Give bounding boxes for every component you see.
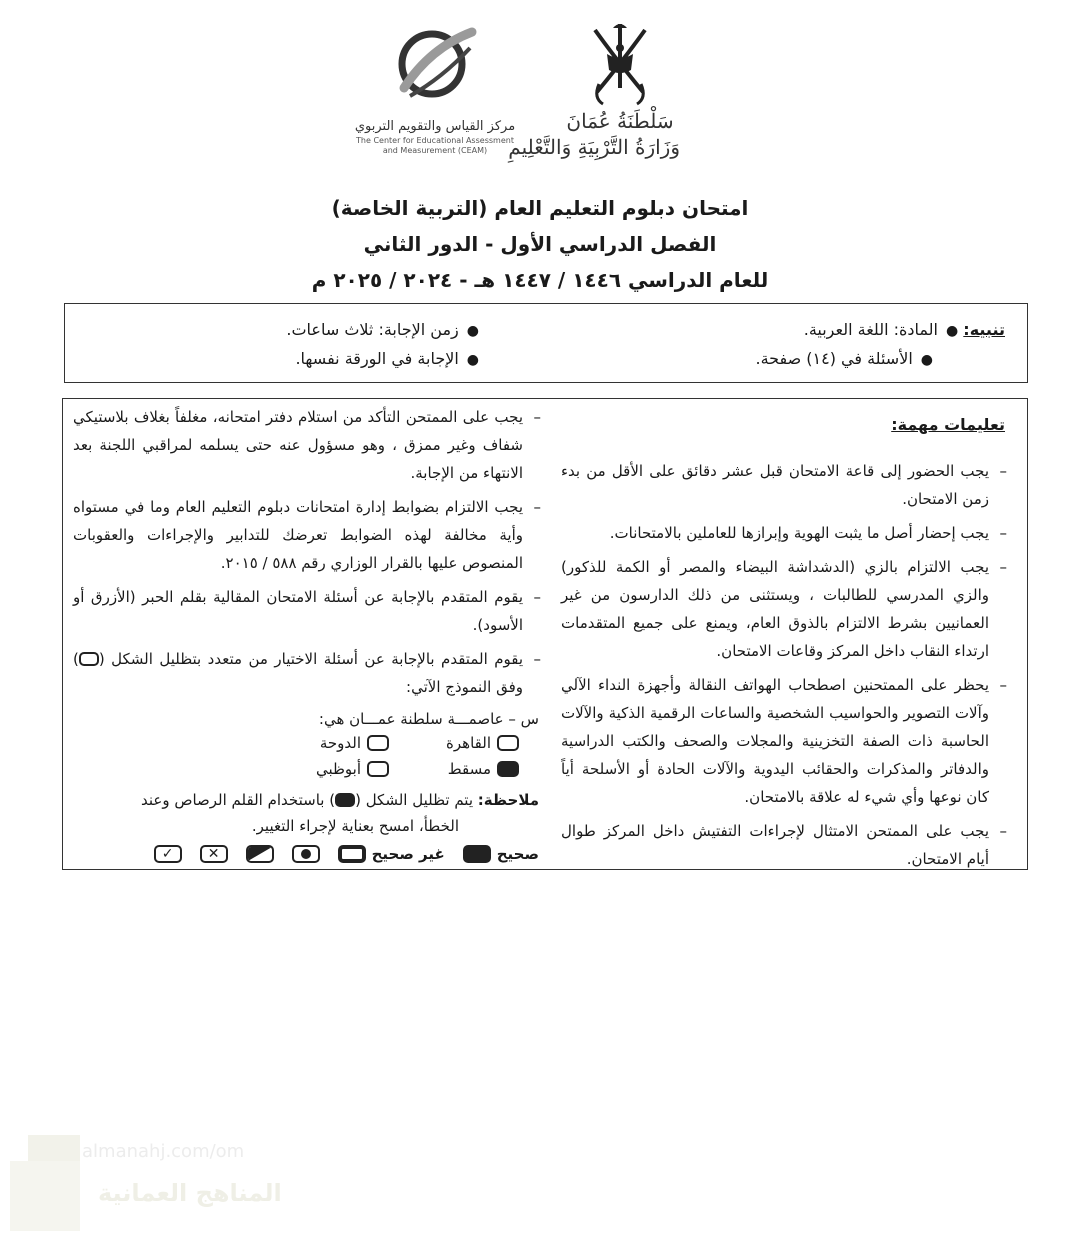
ministry-logo <box>508 18 680 178</box>
note-line2: الخطأ، امسح بعناية لإجراء التغيير. <box>251 817 459 835</box>
option-label: أبوظبي <box>315 760 361 778</box>
instructions-heading: تعليمات مهمة: <box>891 415 1005 434</box>
ceam-english-line2: and Measurement (CEAM) <box>382 146 488 155</box>
notice-label: تنبيه: <box>963 320 1005 339</box>
notice-time-row <box>286 316 479 345</box>
filled-bubble-icon <box>335 793 355 807</box>
instruction-item: – يحظر على الممتحنين اصطحاب الهواتف النقالة وأجهزة النداء الآلي وآلات التصوير والحواسيب الشخصية والساعات الرقمية الذكية والآلات الحاسبة ذات الصفة التخزينية والمجلات والصحف والكتب الدراسية والدفاتر والمذكرات والحقائب اليدوية والآلات الحادة أو الأسلحة أياً كان نوعها وأي شيء له علاقة بالامتحان. <box>561 671 1009 811</box>
notice-right-column <box>756 316 1005 374</box>
bullet-icon: ● <box>920 352 933 368</box>
thick-border-bubble-icon <box>338 845 366 863</box>
notice-answer-row <box>286 345 479 374</box>
notice-left-column <box>286 316 479 374</box>
notice-pages-row <box>756 345 1005 374</box>
ceam-globe-icon <box>390 18 480 108</box>
ministry-name-line1: سَلْطَنَةُ عُمَانَ <box>566 109 674 133</box>
note <box>73 787 543 813</box>
oman-emblem-icon <box>585 18 655 108</box>
instruction-item: – يجب إحضار أصل ما يثبت الهوية وإبرازها للعاملين بالامتحانات. <box>561 519 1009 547</box>
instruction-item: – يجب على الممتحن التأكد من استلام دفتر امتحانه، مغلفاً بغلاف بلاستيكي شفاف وغير ممزق ، وهو مسؤول عنه حتى يسلمه لمراقبي اللجنة بعد الانتهاء من الإجابة. <box>73 403 543 487</box>
example-question <box>73 707 543 731</box>
shading-legend <box>73 845 543 863</box>
watermark-arabic: المناهج العمانية <box>98 1179 282 1207</box>
notice-pages: الأسئلة في (١٤) صفحة. <box>755 349 913 368</box>
instruction-item: – يجب الالتزام بالزي (الدشداشة البيضاء والمصر أو الكمة للذكور) والزي المدرسي للطالبات ، ويستثنى من ذلك الدارسون من غير العمانيين بشرط الالتزام بالذوق العام، ويمنع على جميع المتقدمات ارتداء النقاب داخل المركز وقاعات الامتحان. <box>561 553 1009 665</box>
bullet-icon: ● <box>466 352 479 368</box>
instruction-item: – يجب الالتزام بضوابط إدارة امتحانات دبلوم التعليم العام وما في مستواه وأية مخالفة لهذه الضوابط تعرضك للتدابير والإجراءات والعقوبات المنصوص عليها بالقرار الوزاري رقم ٥٨٨ / ٢٠١٥. <box>73 493 543 577</box>
empty-bubble-icon <box>367 735 389 751</box>
option-label: مسقط <box>447 760 491 778</box>
filled-bubble-icon <box>463 845 491 863</box>
legend-correct-label: صحيح <box>496 845 539 863</box>
notice-box <box>64 303 1028 383</box>
instruction-item: – يجب على الممتحن الامتثال لإجراءات التفتيش داخل المركز طوال أيام الامتحان. <box>561 817 1009 873</box>
example-question-prefix: س – <box>508 710 539 728</box>
example-question-text: عاصمـــة سلطنة عمـــان هي: <box>318 710 504 728</box>
watermark-url: almanahj.com/om <box>82 1141 245 1162</box>
notice-time: زمن الإجابة: ثلاث ساعات. <box>286 320 459 339</box>
mcq-instruction-part2: ) وفق النموذج الآتي: <box>73 650 523 696</box>
empty-bubble-icon <box>367 761 389 777</box>
filled-bubble-icon <box>497 761 519 777</box>
ceam-logo <box>345 18 525 178</box>
example-option <box>389 731 519 755</box>
legend-incorrect-label: غير صحيح <box>371 845 445 863</box>
notice-answer-location: الإجابة في الورقة نفسها. <box>295 349 459 368</box>
example-options <box>73 731 543 781</box>
option-label: الدوحة <box>319 734 361 752</box>
notice-subject: المادة: اللغة العربية. <box>803 320 938 339</box>
watermark <box>10 1135 282 1225</box>
instructions-left-column <box>73 403 543 863</box>
mcq-instruction-part1: يقوم المتقدم بالإجابة عن أسئلة الاختيار من متعدد بتظليل الشكل ( <box>98 650 523 668</box>
instructions-right-column <box>561 411 1009 879</box>
instruction-item: – يجب الحضور إلى قاعة الامتحان قبل عشر دقائق على الأقل من بدء زمن الامتحان. <box>561 457 1009 513</box>
bullet-icon: ● <box>466 323 479 339</box>
empty-bubble-icon <box>79 652 99 666</box>
empty-bubble-icon <box>497 735 519 751</box>
note-label: ملاحظة: <box>477 791 539 809</box>
example-option <box>259 757 389 781</box>
instruction-item-mcq <box>73 645 543 701</box>
watermark-logo-icon <box>10 1161 80 1231</box>
option-label: القاهرة <box>446 734 491 752</box>
ceam-english-line1: The Center for Educational Assessment <box>356 136 514 145</box>
x-mark-bubble-icon <box>200 845 228 863</box>
half-filled-bubble-icon <box>246 845 274 863</box>
exam-titles <box>0 190 1080 298</box>
example-option <box>259 731 389 755</box>
exam-title: امتحان دبلوم التعليم العام (التربية الخاصة) <box>331 196 749 220</box>
bullet-icon: ● <box>945 323 959 339</box>
note-text-part1: يتم تظليل الشكل ( <box>355 791 474 809</box>
example-option-correct <box>389 757 519 781</box>
instructions-box <box>62 398 1028 870</box>
exam-year: للعام الدراسي ١٤٤٦ / ١٤٤٧ هـ - ٢٠٢٤ / ٢٠٢٥ م <box>311 268 769 292</box>
ministry-name-line2: وَزَارَةُ التَّرْبِيَةِ وَالتَّعْلِيمِ <box>508 135 680 159</box>
exam-term: الفصل الدراسي الأول - الدور الثاني <box>363 232 717 256</box>
dot-bubble-icon <box>292 845 320 863</box>
notice-subject-row <box>756 316 1005 345</box>
ceam-arabic-name: مركز القياس والتقويم التربوي <box>354 119 516 134</box>
note-text-part2: ) باستخدام القلم الرصاص وعند <box>140 791 336 809</box>
check-mark-bubble-icon <box>154 845 182 863</box>
instruction-item: – يقوم المتقدم بالإجابة عن أسئلة الامتحان المقالية بقلم الحبر (الأزرق أو الأسود). <box>73 583 543 639</box>
